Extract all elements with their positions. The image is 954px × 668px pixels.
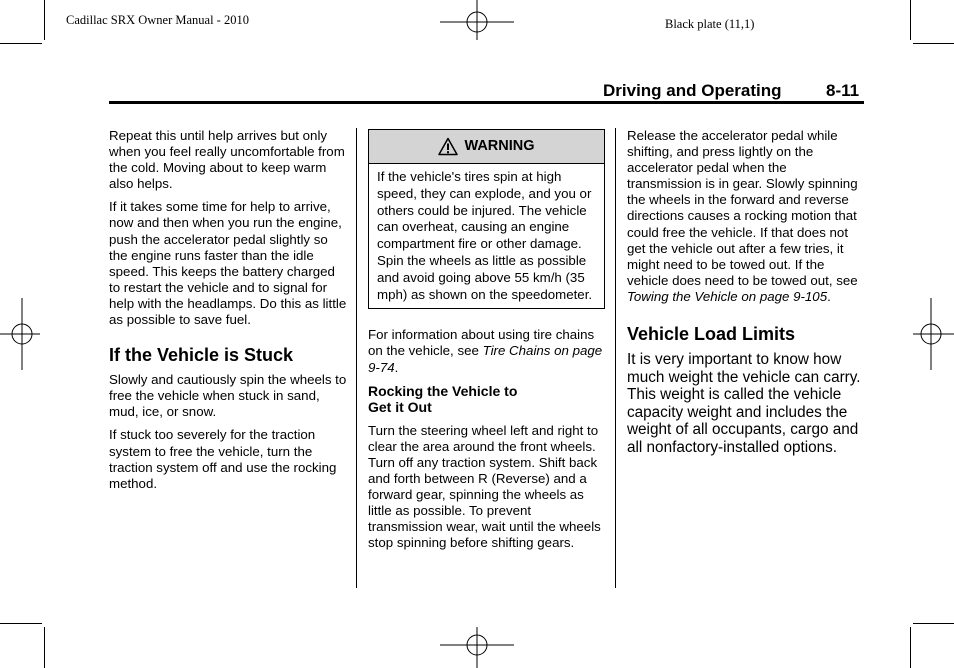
paragraph-text: For information about using tire chains on the vehicle, see [368, 327, 595, 359]
column-2 [368, 129, 605, 558]
paragraph: It is very important to know how much weight the vehicle can carry. This weight is called the vehicle capacity weight and includes the weight of all occupants, cargo and all nonfactory-installed options. [627, 351, 861, 456]
paragraph [368, 327, 605, 375]
paragraph [627, 128, 864, 305]
paragraph: If stuck too severely for the traction system to free the vehicle, turn the traction system off and use the rocking method. [109, 427, 337, 491]
paragraph-text: Release the accelerator pedal while shifting, and press lightly on the accelerator pedal when the transmission is in gear. Slowly spinning the wheels in the forward and reverse directions causes a rocking motion that could free the vehicle. If that does not get the vehicle out after a few tries, it might need to be towed out. If the vehicle does need to be towed out, see [627, 128, 858, 288]
paragraph: Slowly and cautiously spin the wheels to free the vehicle when stuck in sand, mud, ice, or snow. [109, 372, 347, 420]
subheading-line: Rocking the Vehicle to [368, 382, 518, 399]
plate-label: Black plate (11,1) [665, 17, 755, 31]
column-divider-2 [615, 128, 616, 588]
page-number: 8-11 [826, 81, 860, 100]
paragraph-end: . [827, 288, 831, 304]
column-divider-1 [356, 128, 357, 588]
paragraph-end: . [394, 359, 399, 375]
warning-label: WARNING [464, 138, 535, 155]
section-heading-stuck: If the Vehicle is Stuck [109, 345, 294, 366]
column-1 [109, 128, 349, 499]
warning-box [368, 129, 605, 309]
warning-text: If the vehicle's tires spin at high speed, they can explode, and you or others could be injured. The vehicle can overheat, causing an engine compartment fire or other damage. Spin the wheels as little as possible and avoid going above 55 km/h (35 mph) as shown on the speedometer. [377, 169, 593, 302]
paragraph: Repeat this until help arrives but only when you feel really uncomfortable from the cold. Moving about to keep warm also helps. [109, 128, 345, 192]
section-heading-load-limits: Vehicle Load Limits [627, 324, 796, 345]
column-3 [627, 128, 864, 463]
paragraph: If it takes some time for help to arrive, now and then when you run the engine, push the accelerator pedal slightly so the engine runs faster than the idle speed. This keeps the battery charged to restart the vehicle and to signal for help with the headlamps. Do this as little as possible to save fuel. [109, 199, 347, 328]
subheading-line: Get it Out [368, 399, 432, 416]
warning-icon [438, 137, 458, 156]
warning-header [369, 130, 604, 164]
manual-title: Cadillac SRX Owner Manual - 2010 [66, 13, 249, 27]
section-title: Driving and Operating [603, 81, 782, 100]
subheading-rocking [368, 383, 605, 416]
cross-reference-link[interactable]: Towing the Vehicle on page 9-105 [627, 288, 828, 304]
paragraph: Turn the steering wheel left and right to clear the area around the front wheels. Turn off any traction system. Shift back and forth between R (Reverse) and a forward gear, spinning the wheels as little as possible. To prevent transmission wear, wait until the wheels stop spinning before shifting gears. [368, 422, 601, 551]
header-rule [109, 101, 864, 104]
cross-reference-link[interactable]: Tire Chains on page 9-74 [368, 343, 603, 375]
